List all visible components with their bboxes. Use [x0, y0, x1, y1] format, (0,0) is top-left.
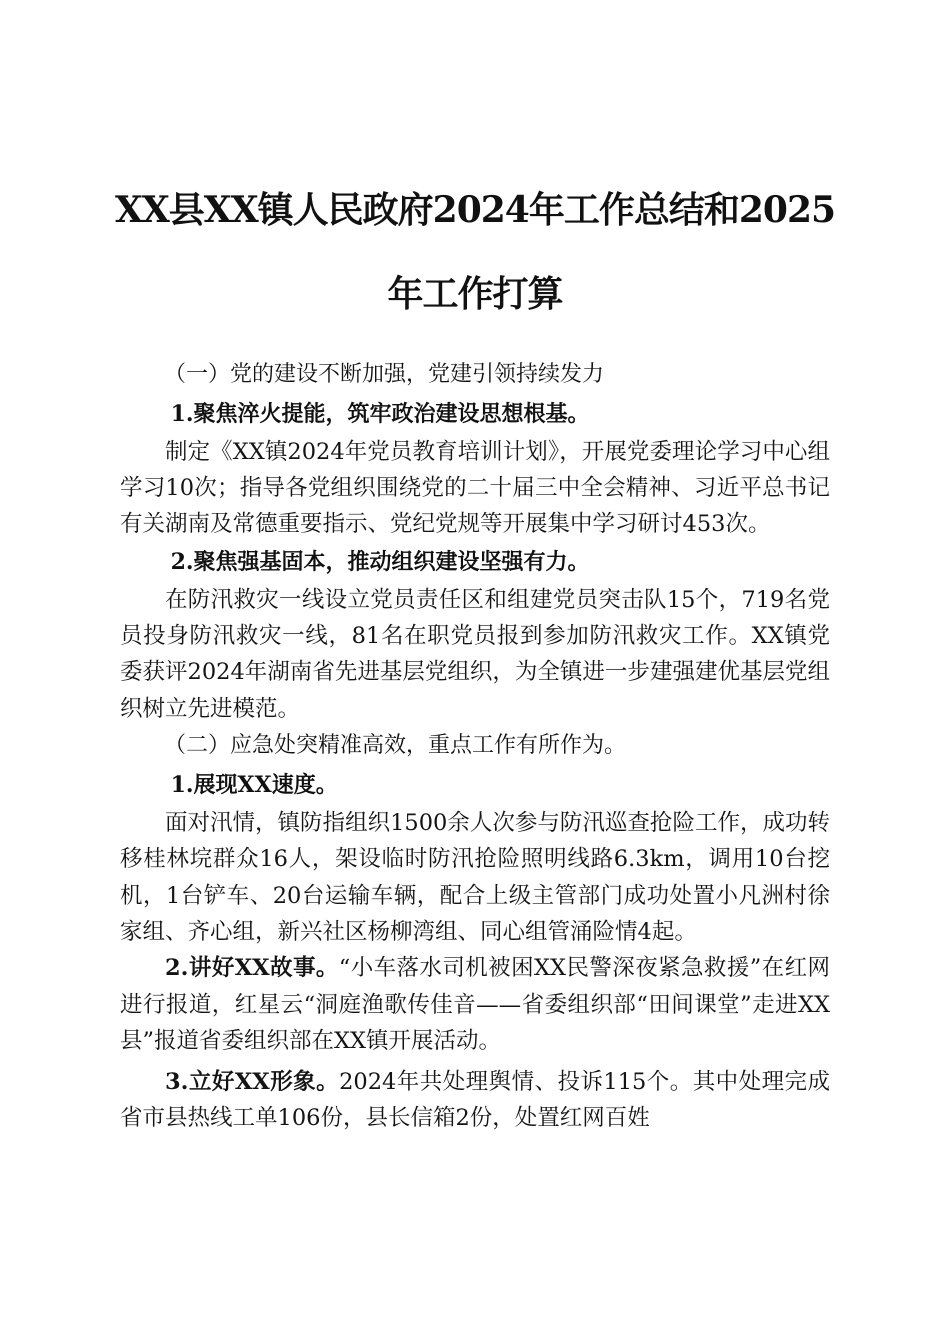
section-2-item-3-text: 2024年共处理舆情、投诉115个。其中处理完成省市县热线工单106份，县长信箱2份，处置红网百姓	[120, 1068, 830, 1132]
section-1-item-1-heading: 1.聚焦淬火提能，筑牢政治建设思想根基。	[170, 400, 590, 427]
document-title	[100, 168, 850, 336]
section-2-heading: （二）应急处突精准高效，重点工作有所作为。	[164, 733, 627, 759]
section-2-item-1-heading: 1.展现XX速度。	[170, 772, 338, 799]
section-2-item-2-paragraph	[120, 950, 830, 1059]
section-1-item-2-text: 在防汛救灾一线设立党员责任区和组建党员突击队15个，719名党员投身防汛救灾一线，81名在职党员报到参加防汛救灾工作。XX镇党委获评2024年湖南省先进基层党组织，为全镇进一步建强建优基层党组织树立先进模范。	[120, 586, 830, 722]
section-1-item-1-text: 制定《XX镇2024年党员教育培训计划》，开展党委理论学习中心组学习10次；指导各党组织围绕党的二十届三中全会精神、习近平总书记有关湖南及常德重要指示、党纪党规等开展集中学习研讨453次。	[120, 438, 830, 538]
section-2-item-2-lead: 2.讲好XX故事。	[165, 955, 339, 982]
section-2-item-1-text: 面对汛情，镇防指组织1500余人次参与防汛巡查抢险工作，成功转移桂林垸群众16人，架设临时防汛抢险照明线路6.3km，调用10台挖机，1台铲车、20台运输车辆，配合上级主管部门成功处置小凡洲村徐家组、齐心组，新兴社区杨柳湾组、同心组管涌险情4起。	[120, 809, 830, 946]
title-line-2: 年工作打算	[387, 273, 563, 315]
section-1-item-2-heading: 2.聚焦强基固本，推动组织建设坚强有力。	[170, 548, 590, 575]
document-body	[120, 356, 830, 1136]
section-2-item-2-text: “小车落水司机被困XX民警深夜紧急救援”在红网进行报道，红星云“洞庭渔歌传佳音——省委组织部“田间课堂”走进XX县”报道省委组织部在XX镇开展活动。	[120, 955, 830, 1055]
title-line-1: XX县XX镇人民政府2024年工作总结和2025	[114, 189, 836, 231]
section-1-heading: （一）党的建设不断加强，党建引领持续发力	[164, 362, 605, 387]
section-2-item-3-paragraph	[120, 1064, 830, 1137]
section-2-item-3-lead: 3.立好XX形象。	[165, 1068, 340, 1095]
